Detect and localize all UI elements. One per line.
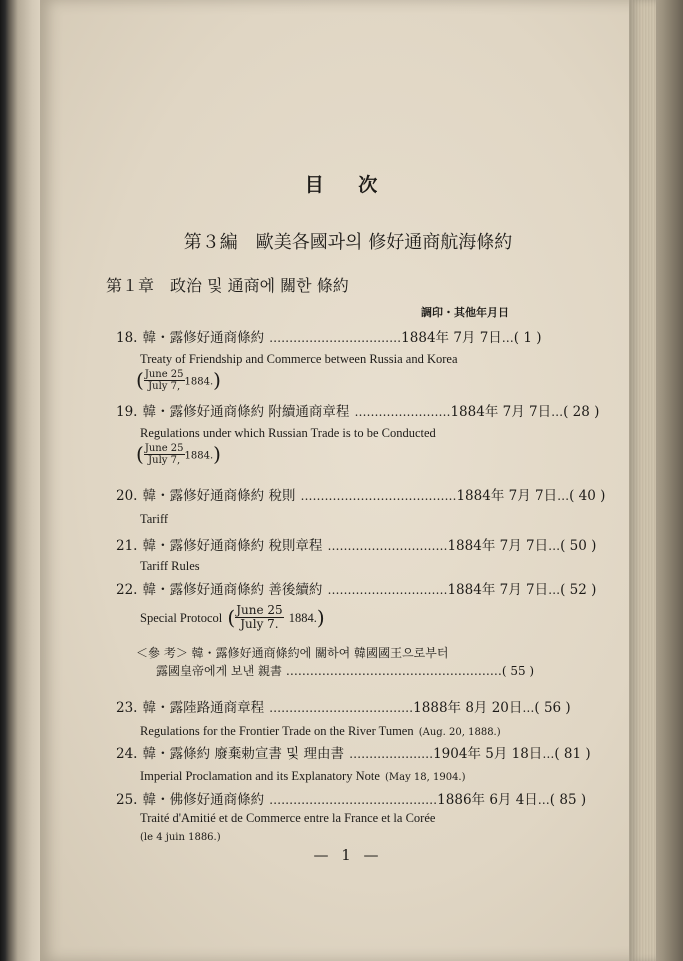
entry-korean-title: 韓・露修好通商條約: [142, 330, 265, 346]
book-spine: [0, 0, 40, 961]
entry-date: 1884年 7月 7日: [447, 538, 549, 554]
book-page: [40, 0, 656, 961]
entry-date-note: (May 18, 1904.): [384, 772, 466, 783]
entry-english-title: Special Protocol ( $\frac{\text{June 25}}{\text{July 7.}} 1884$.): [140, 603, 325, 631]
entry-date: 1884年 7月 7日: [450, 404, 552, 420]
entry-number: 18.: [116, 330, 138, 346]
toc-entry-18: 18. 韓・露修好通商條約 ……………………………1884年 7月 7日…( 1 ): [116, 330, 542, 346]
leader-dots: ……………………………: [269, 331, 402, 345]
toc-entry-20: 20. 韓・露修好通商條約 稅則 …………………………………1884年 7月 7日…( 40 ): [116, 488, 606, 504]
entry-page: ( 1 ): [513, 330, 542, 346]
entry-english-title: Imperial Proclamation and its Explanatory Note (May 18, 1904.): [140, 769, 466, 783]
entry-date-note: (Aug. 20, 1888.): [418, 727, 501, 738]
toc-entry-25: 25. 韓・佛修好通商條約 ……………………………………1886年 6月 4日…( 85 ): [116, 792, 587, 808]
entry-date-note: (le 4 juin 1886.): [140, 832, 221, 843]
page-number: — 1 —: [313, 846, 383, 864]
entry-english-title: Regulations under which Russian Trade is to be Conducted: [140, 426, 436, 440]
entry-korean-title: 韓・露修好通商條約 稅則章程: [142, 538, 323, 554]
reference-entry: [136, 644, 448, 661]
toc-entry-21: 21. 韓・露修好通商條約 稅則章程 …………………………1884年 7月 7日…( 50 ): [116, 538, 597, 554]
chapter-title: 第１章 政治 및 通商에 關한 條約: [106, 276, 349, 295]
entry-english-title: Treaty of Friendship and Commerce between Russia and Korea: [140, 352, 458, 366]
entry-date: 1888年 8月 20日: [413, 700, 523, 716]
entry-date-fraction: ( $\frac{\text{June 25}}{\text{July 7,}}1884$.): [136, 442, 221, 466]
toc-entry-23: 23. 韓・露陸路通商章程 ………………………………1888年 8月 20日…( 56 ): [116, 700, 571, 716]
entry-english-title: Tariff Rules: [140, 559, 200, 573]
toc-entry-19: 19. 韓・露修好通商條約 附續通商章程 ……………………1884年 7月 7日…( 28 ): [116, 404, 600, 420]
entry-date: 1884年 7月 7日: [447, 582, 549, 598]
entry-korean-title: 韓・露修好通商條約 稅則: [142, 488, 296, 504]
entry-korean-title: 韓・露修好通商條約 善後續約: [142, 582, 323, 598]
entry-english-title: Regulations for the Frontier Trade on the River Tumen (Aug. 20, 1888.): [140, 724, 501, 738]
reference-title-line2: 露國皇帝에게 보낸 親書: [156, 664, 282, 678]
reference-label: ＜參 考＞: [136, 646, 188, 660]
part-title: 第３編 歐美各國과의 修好通商航海條約: [183, 232, 513, 253]
entry-korean-title: 韓・露修好通商條約 附續通商章程: [142, 404, 350, 420]
date-column-header: 調印・其他年月日: [421, 306, 509, 319]
entry-page: ( 85 ): [549, 792, 587, 808]
entry-page: ( 28 ): [563, 404, 600, 420]
entry-page: ( 56 ): [534, 700, 571, 716]
entry-page: ( 50 ): [560, 538, 597, 554]
page-stack-edge: [629, 0, 656, 961]
reference-title-line1: 韓・露修好通商條約에 關하여 韓國國王으로부터: [191, 646, 449, 660]
entry-date: 1904年 5月 18日: [433, 746, 543, 762]
entry-korean-title: 韓・佛修好通商條約: [142, 792, 265, 808]
entry-date: 1886年 6月 4日: [437, 792, 538, 808]
toc-entry-22: 22. 韓・露修好通商條約 善後續約 …………………………1884年 7月 7日…( 52 ): [116, 582, 597, 598]
entry-page: ( 40 ): [569, 488, 606, 504]
entry-korean-title: 韓・露條約 廢棄勅宣書 및 理由書: [142, 746, 344, 762]
entry-english-title: Traité d'Amitié et de Commerce entre la France et la Corée: [140, 811, 436, 825]
entry-date: 1884年 7月 7日: [456, 488, 558, 504]
entry-korean-title: 韓・露陸路通商章程: [142, 700, 265, 716]
reference-entry-line2: 露國皇帝에게 보낸 親書 ………………………………………………( 55 ): [156, 664, 535, 678]
entry-date: 1884年 7月 7日: [401, 330, 502, 346]
toc-entry-24: 24. 韓・露條約 廢棄勅宣書 및 理由書 …………………1904年 5月 18日…( 81 ): [116, 746, 591, 762]
entry-page: ( 55 ): [501, 664, 535, 678]
page-title: 目 次: [304, 174, 392, 196]
entry-date-fraction: ( $\frac{\text{June 25}}{\text{July 7,}}1884$.): [136, 368, 221, 392]
entry-english-title: Tariff: [140, 512, 169, 526]
entry-page: ( 52 ): [560, 582, 597, 598]
entry-page: ( 81 ): [554, 746, 591, 762]
